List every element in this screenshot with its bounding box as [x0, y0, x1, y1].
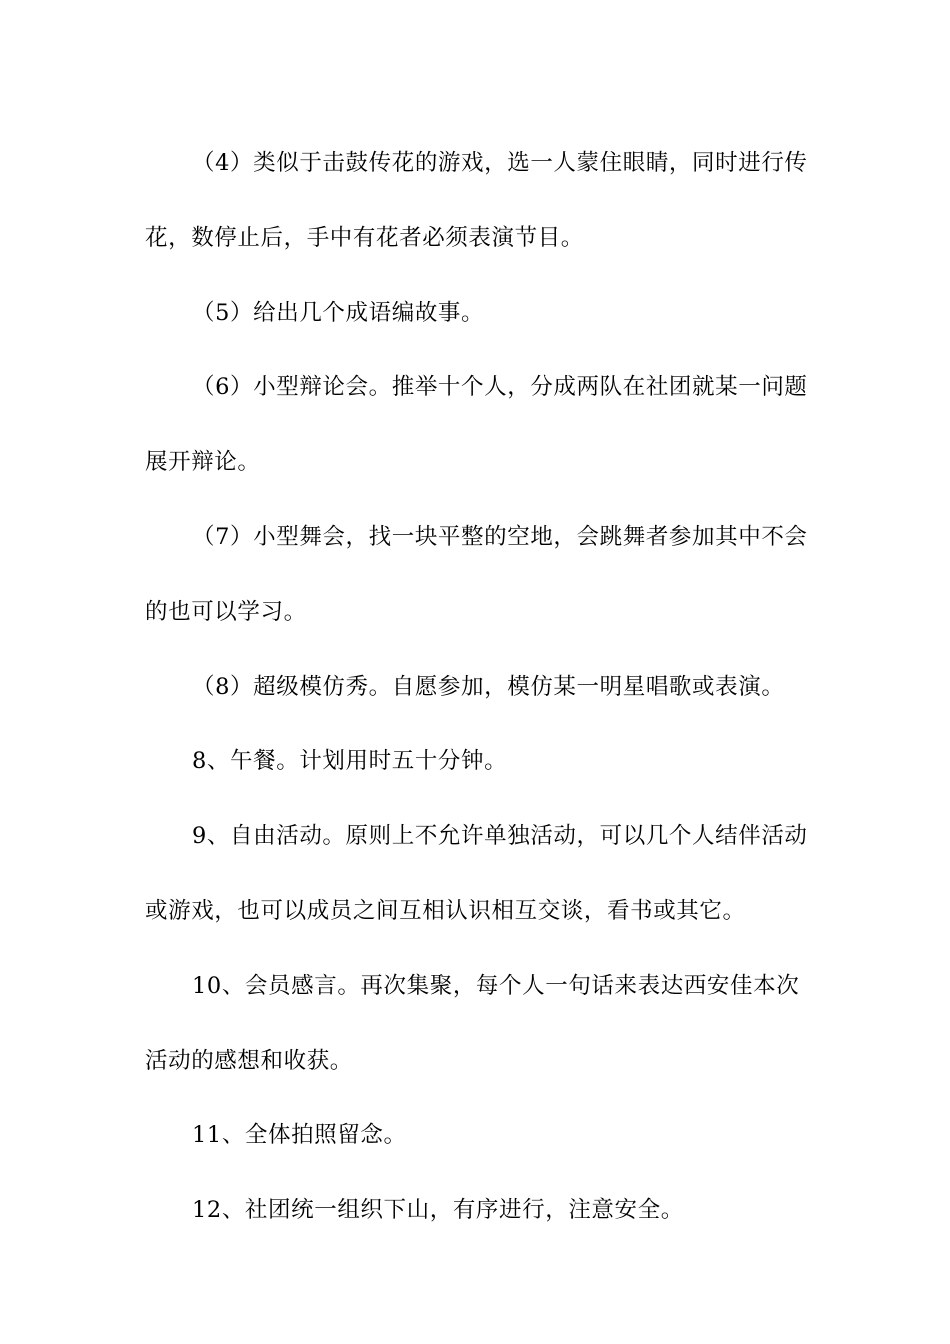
paragraph-item-7: （7）小型舞会，找一块平整的空地，会跳舞者参加其中不会的也可以学习。 — [145, 523, 808, 625]
paragraph-step-12: 12、社团统一组织下山，有序进行，注意安全。 — [192, 1197, 684, 1224]
paragraph-step-8: 8、午餐。计划用时五十分钟。 — [192, 748, 508, 775]
paragraph-step-9: 9、自由活动。原则上不允许单独活动，可以几个人结伴活动或游戏，也可以成员之间互相认识相互交谈，看书或其它。 — [145, 823, 808, 924]
document-body — [145, 126, 810, 1248]
paragraph-item-5: （5）给出几个成语编故事。 — [192, 299, 485, 326]
paragraph-item-4: （4）类似于击鼓传花的游戏，选一人蒙住眼睛，同时进行传花，数停止后，手中有花者必须表演节目。 — [145, 150, 808, 251]
paragraph-step-11: 11、全体拍照留念。 — [192, 1122, 407, 1149]
paragraph-item-6: （6）小型辩论会。推举十个人，分成两队在社团就某一问题展开辩论。 — [145, 374, 808, 476]
paragraph-step-10: 10、会员感言。再次集聚，每个人一句话来表达西安佳本次活动的感想和收获。 — [145, 972, 800, 1074]
paragraph-item-8: （8）超级模仿秀。自愿参加，模仿某一明星唱歌或表演。 — [192, 673, 785, 700]
